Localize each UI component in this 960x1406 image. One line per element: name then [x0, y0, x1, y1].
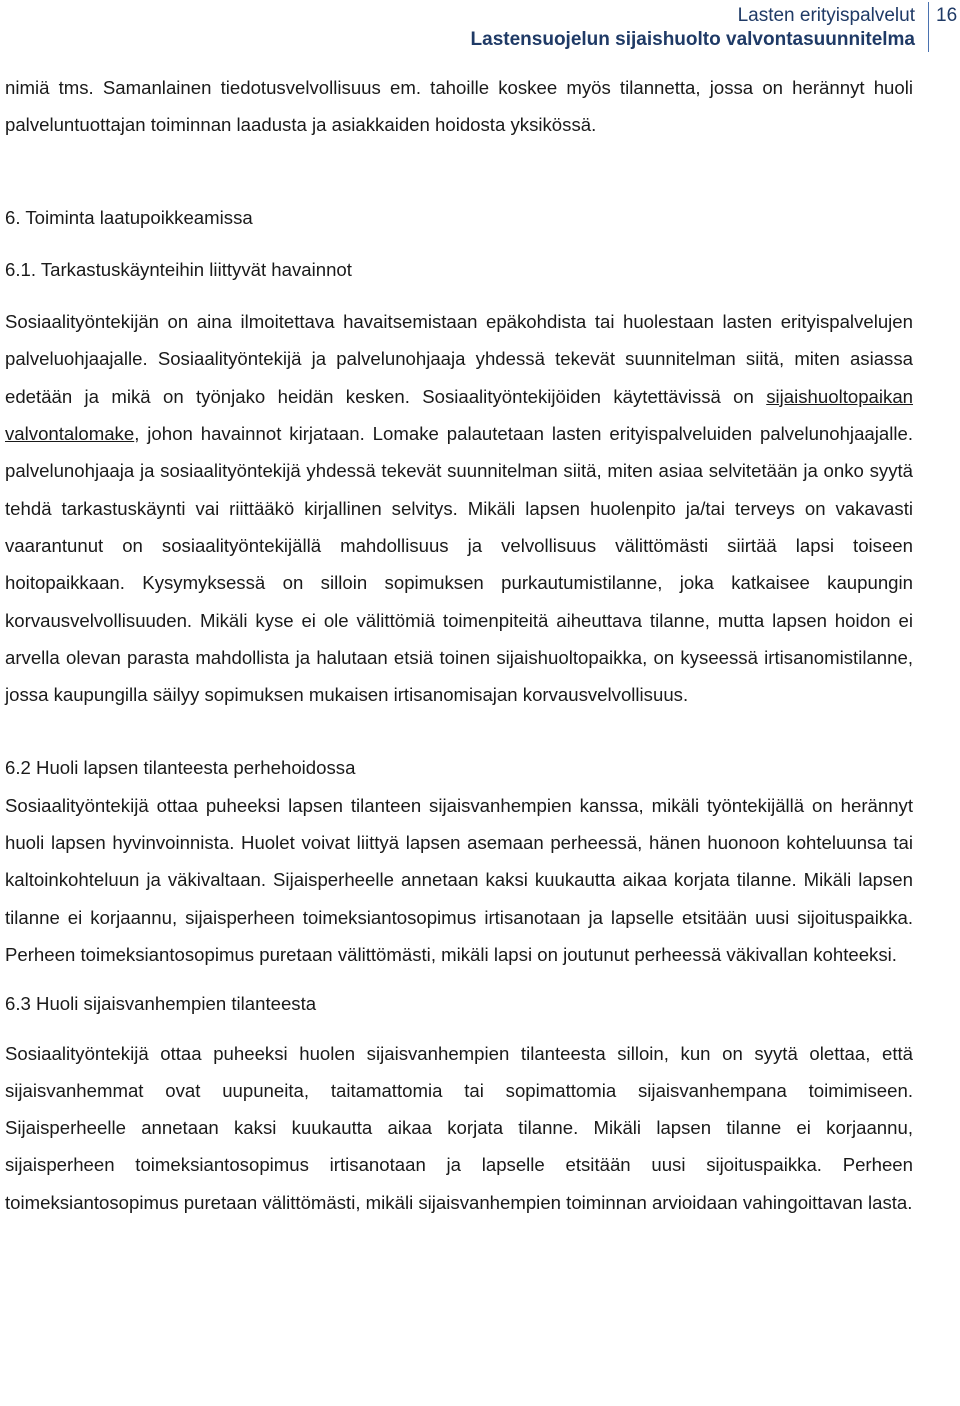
section-6-1-text-b: , johon havainnot kirjataan. Lomake palautetaan lasten erityispalveluiden palvelunohjaajalle. palvelunohjaaja ja sosiaalityöntekijä yhdessä tekevät suunnitelman siitä, miten asiaa selvitetään ja onko syytä tehdä tarkastuskäynti vai riittääkö kirjallinen selvitys. Mikäli lapsen huolenpito ja/tai terveys on vakavasti vaarantunut on sosiaalityöntekijällä mahdollisuus ja velvollisuus välittömästi siirtää lapsi toiseen hoitopaikkaan. Kysymyksessä on silloin sopimuksen purkautumistilanne, joka katkaisee kaupungin korvausvelvollisuuden. Mikäli kyse ei ole välittömiä toimenpiteitä aiheuttava tilanne, mutta lapsen hoidon ei arvella olevan parasta mahdollista ja halutaan etsiä toinen sijaishuoltopaikka, on kyseessä irtisanomistilanne, jossa kaupungilla säilyy sopimuksen mukaisen irtisanomisajan korvausvelvollisuus. — [5, 423, 913, 706]
section-6-heading: 6. Toiminta laatupoikkeamissa — [5, 206, 253, 228]
header-divider — [928, 2, 929, 52]
header-title: Lasten erityispalvelut — [737, 5, 915, 26]
section-6-3-heading: 6.3 Huoli sijaisvanhempien tilanteesta — [5, 993, 317, 1015]
section-6-1-paragraph — [5, 303, 913, 713]
intro-paragraph: nimiä tms. Samanlainen tiedotusvelvollisuus em. tahoille koskee myös tilannetta, jossa on herännyt huoli palveluntuottajan toiminnan laadusta ja asiakkaiden hoidosta yksikössä. — [5, 77, 913, 136]
section-6-2-paragraph: Sosiaalityöntekijä ottaa puheeksi lapsen tilanteen sijaisvanhempien kanssa, mikäli työntekijällä on herännyt huoli lapsen hyvinvoinnista. Huolet voivat liittyä lapsen asemaan perheessä, hänen huonoon kohteluunsa tai kaltoinkohteluun ja väkivaltaan. Sijaisperheelle annetaan kaksi kuukautta aikaa korjata tilanne. Mikäli lapsen tilanne ei korjaannu, sijaisperheen toimeksiantosopimus irtisanotaan ja lapselle etsitään uusi sijoituspaikka. Perheen toimeksiantosopimus puretaan välittömästi, mikäli lapsi on joutunut perheessä väkivallan kohteeksi. — [5, 794, 913, 965]
section-6-1-heading: 6.1. Tarkastuskäynteihin liittyvät havainnot — [5, 258, 352, 280]
header-subtitle: Lastensuojelun sijaishuolto valvontasuunnitelma — [470, 29, 915, 50]
section-6-1-text-a: Sosiaalityöntekijän on aina ilmoitettava havaitsemistaan epäkohdista tai huolestaan lasten erityispalvelujen palveluohjaajalle. Sosiaalityöntekijä ja palvelunohjaaja yhdessä tekevät suunnitelman siitä, miten asiassa edetään ja mikä on työnjako heidän kesken. Sosiaalityöntekijöiden käytettävissä on — [5, 311, 913, 407]
section-6-3-paragraph: Sosiaalityöntekijä ottaa puheeksi huolen sijaisvanhempien tilanteesta silloin, kun on syytä olettaa, että sijaisvanhemmat ovat uupuneita, taitamattomia tai sopimattomia sijaisvanhempana toimimiseen. Sijaisperheelle annetaan kaksi kuukautta aikaa korjata tilanne. Mikäli lapsen tilanne ei korjaannu, sijaisperheen toimeksiantosopimus irtisanotaan ja lapselle etsitään uusi sijoituspaikka. Perheen toimeksiantosopimus puretaan välittömästi, mikäli sijaisvanhempien toiminnan arvioidaan vahingoittavan lasta. — [5, 1042, 913, 1213]
valvontalomake-link[interactable]: sijaishuoltopaikan valvontalomake — [5, 385, 913, 445]
section-6-2-heading: 6.2 Huoli lapsen tilanteesta perhehoidossa — [5, 757, 356, 779]
header-titles — [471, 4, 915, 52]
page-header — [0, 2, 960, 52]
document-body — [5, 69, 913, 1221]
page-number: 16 — [936, 5, 958, 26]
